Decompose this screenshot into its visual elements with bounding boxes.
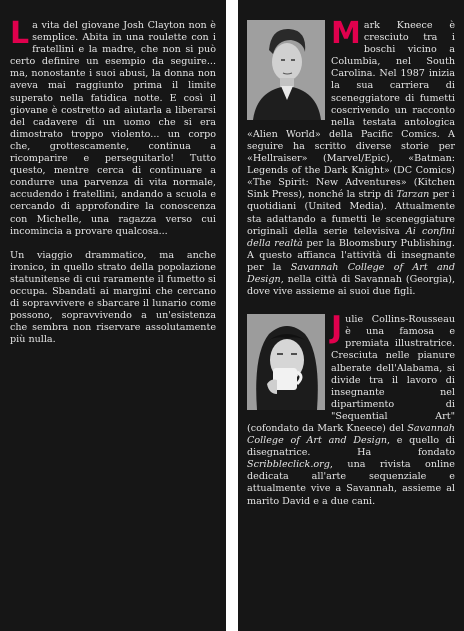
dropcap-m: M — [331, 16, 361, 51]
portrait-photo-man-icon — [247, 20, 325, 120]
dropcap-l: L — [10, 16, 30, 51]
gutter-divider — [226, 0, 238, 631]
bio-julie-segment: , una rivista online dedicata all'arte sequenziale e attualmente vive a Savannah, assieme al marito David e a due cani. — [247, 459, 455, 507]
synopsis-text — [10, 16, 216, 346]
portrait-photo-man — [247, 20, 325, 120]
bio-julie-segment: , e quello di disegnatrice. Ha fondato — [247, 435, 455, 459]
bio-mark-kneece-segment: per i quotidiani (United Media). Attualmente sta adattando a fumetti le sceneggiature originali della serie televisiva — [247, 189, 455, 237]
synopsis-panel — [0, 0, 226, 631]
paragraph-gap — [10, 238, 216, 250]
portrait-photo-woman-with-cup — [247, 314, 325, 410]
dropcap-j: J — [331, 310, 343, 346]
bio-julie-segment: Savannah College of Art and Design — [247, 423, 455, 447]
bio-mark-kneece-segment: Tarzan — [396, 189, 430, 201]
bio-mark-kneece-segment: per la Bloomsbury Publishing. A questo affianca l'attività di insegnante per la — [247, 237, 455, 273]
synopsis-paragraph-1 — [10, 16, 216, 238]
bio-julie-segment: ulie Collins-Rousseau è una famosa e premiata illustratrice. Cresciuta nelle pianure alberate dell'Alabama, si divide tra il lavoro di insegnante nel dipartimento di "Sequential Art" (cofondato da Mark Kneece) del — [247, 314, 455, 434]
synopsis-paragraph-1-text: a vita del giovane Josh Clayton non è semplice. Abita in una roulette con i fratellini e la madre, che non si può certo definire un esempio da seguire... ma, nonostante i suoi abusi, la donna non aveva mai raggiunto prima il limite superato nella fatidica notte. E così il giovane è costretto ad aiutarla a liberarsi del cadavere di un uomo che si era dimostrato troppo violento... un corpo che, grottescamente, continua a ricomparire e perseguitarlo! Tutto questo, mentre cerca di continuare a condurre una parvenza di vita normale, accudendo i fratellini, andando a scuola e cercando di approfondire la conoscenza con Michelle, una ragazza verso cui incomincia a provare qualcosa... — [10, 20, 216, 237]
bio-mark-kneece-segment: , nella città di Savannah (Georgia), dove vive assieme ai suoi due figli. — [247, 273, 455, 298]
bio-mark-kneece-segment: Savannah College of Art and Design — [247, 261, 456, 285]
author-bio-mark-kneece — [247, 16, 456, 298]
synopsis-paragraph-2: Un viaggio drammatico, ma anche ironico, in quello strato della popolazione statunitense di cui raramente il fumetto si occupa. Sbandati ai margini che cercano di sopravvivere e sbarcare il lunario come possono, sopravvivendo a un'esistenza che sembra non riservare assolutamente più nulla. — [10, 249, 216, 346]
author-bio-julie-collins-rousseau — [247, 310, 455, 508]
portrait-photo-woman-icon — [247, 314, 325, 410]
bio-mark-kneece-segment: ark Kneece è cresciuto tra i boschi vicino a Columbia, nel South Carolina. Nel 1987 inizia la sua carriera di sceneggiatore di fumetti coscrivendo un racconto nella testata antologica «Alien World» della Pacific Comics. A seguire ha scritto diverse storie per «Hellraiser» (Marvel/Epic), «Batman: Legends of the Dark Knight» (DC Comics) «The Spirit: New Adventures» (Kitchen Sink Press), nonché la strip di — [247, 20, 455, 201]
bio-mark-kneece-segment: Ai confini della realtà — [247, 225, 455, 249]
authors-panel — [238, 0, 464, 631]
bio-julie-segment: Scribbleclick.org — [247, 459, 330, 471]
